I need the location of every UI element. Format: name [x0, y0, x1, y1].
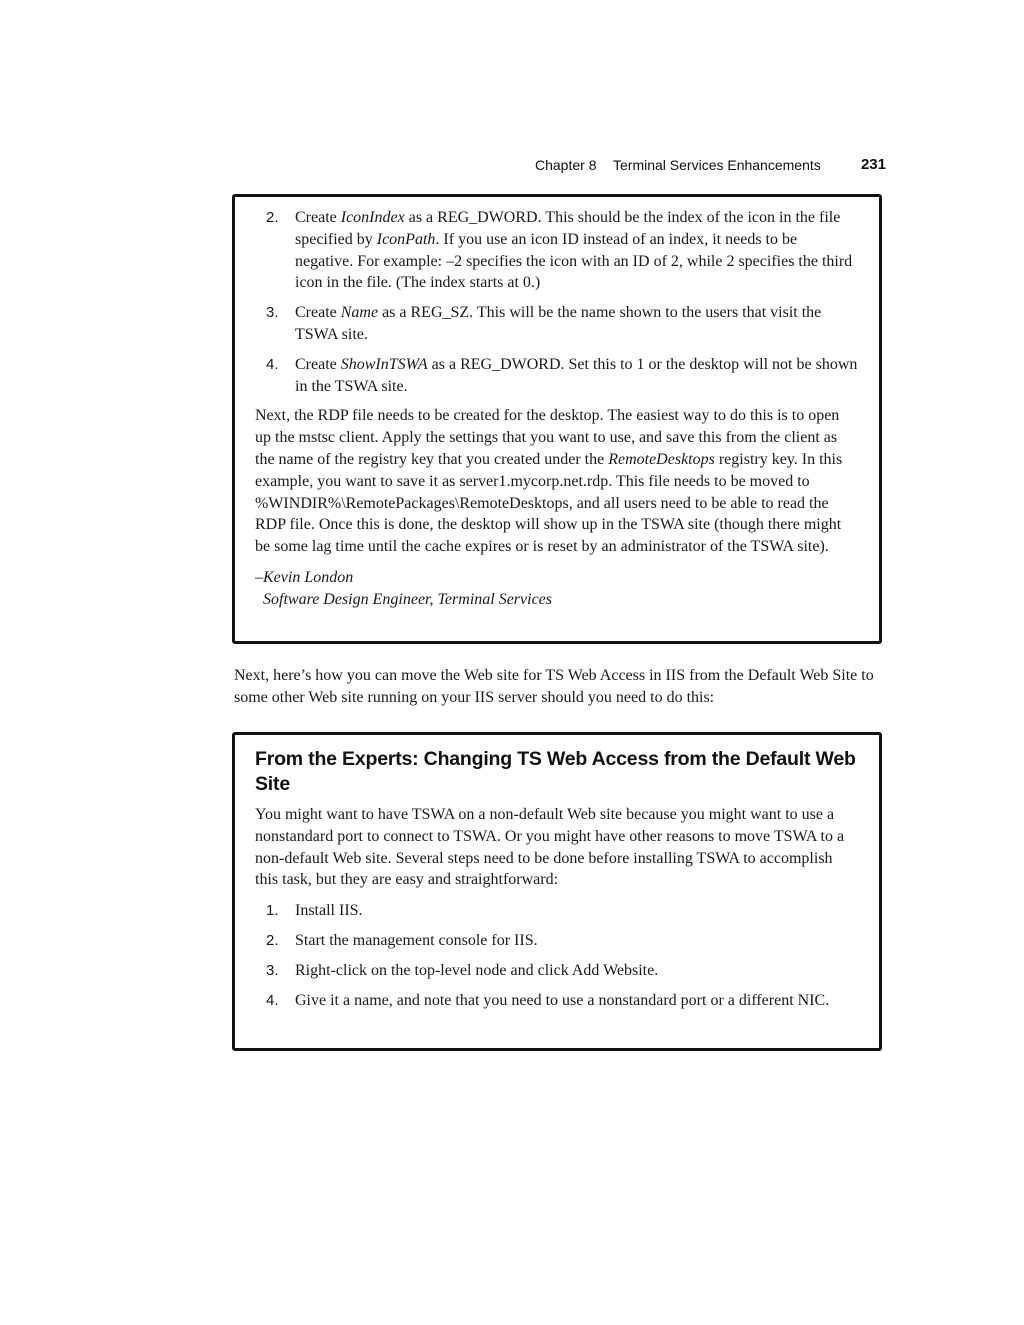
- list-number: 4.: [266, 355, 279, 373]
- registry-value-name: Name: [340, 304, 379, 322]
- list-item: 1. Install IIS.: [255, 900, 859, 922]
- rdp-file-paragraph: Next, the RDP file needs to be created for the desktop. The easiest way to do this is to open up the mstsc client. Apply the settings that you want to use, and save this from the client as the name of the registry key that you created under the RemoteDesktops registry key. In this example, you want to save it as server1.mycorp.net.rdp. This file needs to be moved to %WINDIR%\RemotePackages\RemoteDesktops, and all users need to be able to read the RDP file. Once this is done, the desktop will show up in the TSWA site (though there might be some lag time until the cache expires or is reset by an administrator of the TSWA site).: [255, 407, 843, 556]
- author-role: Software Design Engineer, Terminal Services: [263, 590, 553, 608]
- body-paragraph: Next, here’s how you can move the Web site for TS Web Access in IIS from the Default Web Site to some other Web site running on your IIS server should you need to do this:: [234, 667, 874, 706]
- list-item: 3. Right-click on the top-level node and click Add Website.: [255, 960, 859, 982]
- chapter-label: Chapter 8: [535, 157, 597, 173]
- page-number: 231: [860, 156, 886, 173]
- list-item: 2. Create IconIndex as a REG_DWORD. This should be the index of the icon in the file specified by IconPath. If you use an icon ID instead of an index, it needs to be negative. For example: –2 specifies the icon with an ID of 2, while 2 specifies the third icon in the file. (The index starts at 0.): [266, 209, 853, 292]
- running-header: [234, 155, 886, 177]
- box-title: From the Experts: Changing TS Web Access from the Default Web Site: [255, 748, 856, 795]
- list-number: 2.: [266, 209, 279, 226]
- sidebar-box-registry-steps: [232, 194, 882, 644]
- author-attribution: [255, 567, 859, 611]
- list-number: 1.: [266, 902, 279, 920]
- list-number: 3.: [266, 304, 279, 322]
- box-intro: You might want to have TSWA on a non-default Web site because you might want to use a nonstandard port to connect to TSWA. Or you might have other reasons to move TSWA to a non-default Web site. Several steps need to be done before installing TSWA to accomplish this task, but they are easy and straightforward:: [255, 806, 845, 889]
- registry-key-name: RemoteDesktops: [608, 450, 715, 468]
- registry-value-name: IconPath: [376, 230, 436, 248]
- list-item: 3. Create Name as a REG_SZ. This will be the name shown to the users that visit the TSWA site.: [266, 304, 822, 343]
- registry-value-name: IconIndex: [340, 209, 405, 226]
- list-number: 4.: [266, 991, 279, 1009]
- list-number: 2.: [266, 931, 279, 949]
- list-item: 2. Start the management console for IIS.: [255, 930, 859, 952]
- list-item: 4. Create ShowInTSWA as a REG_DWORD. Set this to 1 or the desktop will not be shown in the TSWA site.: [266, 355, 858, 395]
- registry-value-name: ShowInTSWA: [340, 355, 428, 373]
- sidebar-box-experts: [232, 732, 882, 1051]
- list-item: 4. Give it a name, and note that you need to use a nonstandard port or a different NIC.: [255, 990, 859, 1012]
- chapter-title: Terminal Services Enhancements: [613, 157, 821, 173]
- author-name: –Kevin London: [255, 568, 354, 586]
- list-number: 3.: [266, 961, 279, 979]
